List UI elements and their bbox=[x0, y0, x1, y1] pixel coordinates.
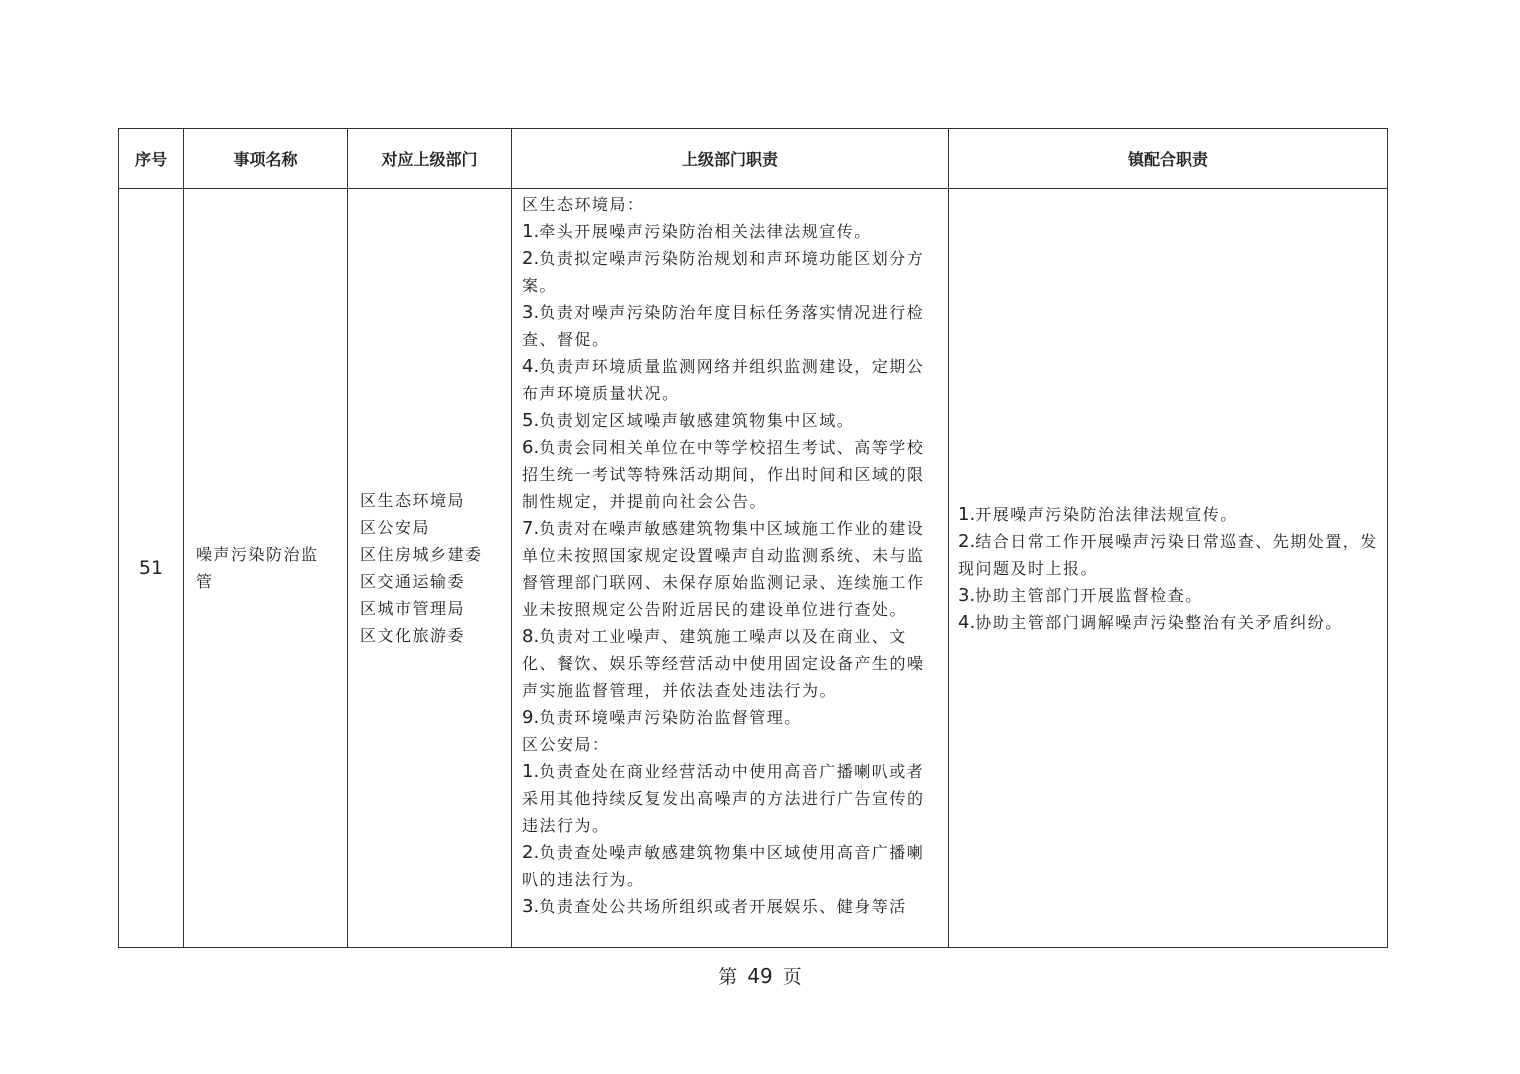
town-duty-item: 2.结合日常工作开展噪声污染日常巡查、先期处置，发现问题及时上报。 bbox=[958, 530, 1378, 578]
department-item: 区文化旅游委 bbox=[360, 626, 466, 645]
department-item: 区城市管理局 bbox=[360, 599, 466, 618]
page-number: 49 bbox=[747, 964, 773, 988]
header-seq: 序号 bbox=[119, 129, 184, 189]
duty-item: 4.负责声环境质量监测网络并组织监测建设，定期公布声环境质量状况。 bbox=[522, 356, 925, 403]
row-dept-duties bbox=[512, 189, 949, 948]
footer-prefix: 第 bbox=[718, 966, 738, 988]
duty-heading: 区生态环境局： bbox=[522, 195, 645, 214]
table-row bbox=[119, 189, 1388, 948]
row-departments bbox=[348, 189, 512, 948]
dept-duties-list bbox=[522, 189, 938, 947]
row-seq: 51 bbox=[119, 189, 184, 948]
duty-item: 9.负责环境噪声污染防治监督管理。 bbox=[522, 707, 802, 728]
footer-suffix: 页 bbox=[782, 966, 802, 988]
department-item: 区公安局 bbox=[360, 518, 431, 537]
row-town-duties bbox=[949, 189, 1388, 948]
header-dept-duties: 上级部门职责 bbox=[512, 129, 949, 189]
duty-item: 3.负责查处公共场所组织或者开展娱乐、健身等活 bbox=[522, 896, 907, 917]
table-header-row bbox=[119, 129, 1388, 189]
duty-heading: 区公安局： bbox=[522, 735, 610, 754]
duty-item: 7.负责对在噪声敏感建筑物集中区域施工作业的建设单位未按照国家规定设置噪声自动监测系统、未与监督管理部门联网、未保存原始监测记录、连续施工作业未按照规定公告附近居民的建设单位进行查处。 bbox=[522, 518, 925, 619]
town-duty-item: 4.协助主管部门调解噪声污染整治有关矛盾纠纷。 bbox=[958, 611, 1343, 633]
duty-item: 8.负责对工业噪声、建筑施工噪声以及在商业、文化、餐饮、娱乐等经营活动中使用固定设备产生的噪声实施监督管理，并依法查处违法行为。 bbox=[522, 626, 925, 700]
header-item-name: 事项名称 bbox=[184, 129, 348, 189]
header-town-duties: 镇配合职责 bbox=[949, 129, 1388, 189]
duty-table bbox=[118, 128, 1388, 948]
page-footer bbox=[0, 962, 1520, 989]
duty-item: 6.负责会同相关单位在中等学校招生考试、高等学校招生统一考试等特殊活动期间，作出时间和区域的限制性规定，并提前向社会公告。 bbox=[522, 437, 925, 511]
duty-item: 1.负责查处在商业经营活动中使用高音广播喇叭或者采用其他持续反复发出高噪声的方法进行广告宣传的违法行为。 bbox=[522, 761, 925, 835]
duty-item: 1.牵头开展噪声污染防治相关法律法规宣传。 bbox=[522, 221, 872, 242]
town-duty-item: 1.开展噪声污染防治法律法规宣传。 bbox=[958, 503, 1238, 525]
duty-item: 3.负责对噪声污染防治年度目标任务落实情况进行检查、督促。 bbox=[522, 302, 925, 349]
duty-item: 2.负责拟定噪声污染防治规划和声环境功能区划分方案。 bbox=[522, 248, 925, 295]
department-item: 区生态环境局 bbox=[360, 491, 466, 510]
header-departments: 对应上级部门 bbox=[348, 129, 512, 189]
duty-item: 5.负责划定区域噪声敏感建筑物集中区域。 bbox=[522, 410, 855, 431]
town-duty-item: 3.协助主管部门开展监督检查。 bbox=[958, 584, 1203, 606]
department-item: 区交通运输委 bbox=[360, 572, 466, 591]
duty-item: 2.负责查处噪声敏感建筑物集中区域使用高音广播喇叭的违法行为。 bbox=[522, 842, 925, 889]
row-item-name: 噪声污染防治监管 bbox=[184, 189, 348, 948]
department-item: 区住房城乡建委 bbox=[360, 545, 483, 564]
